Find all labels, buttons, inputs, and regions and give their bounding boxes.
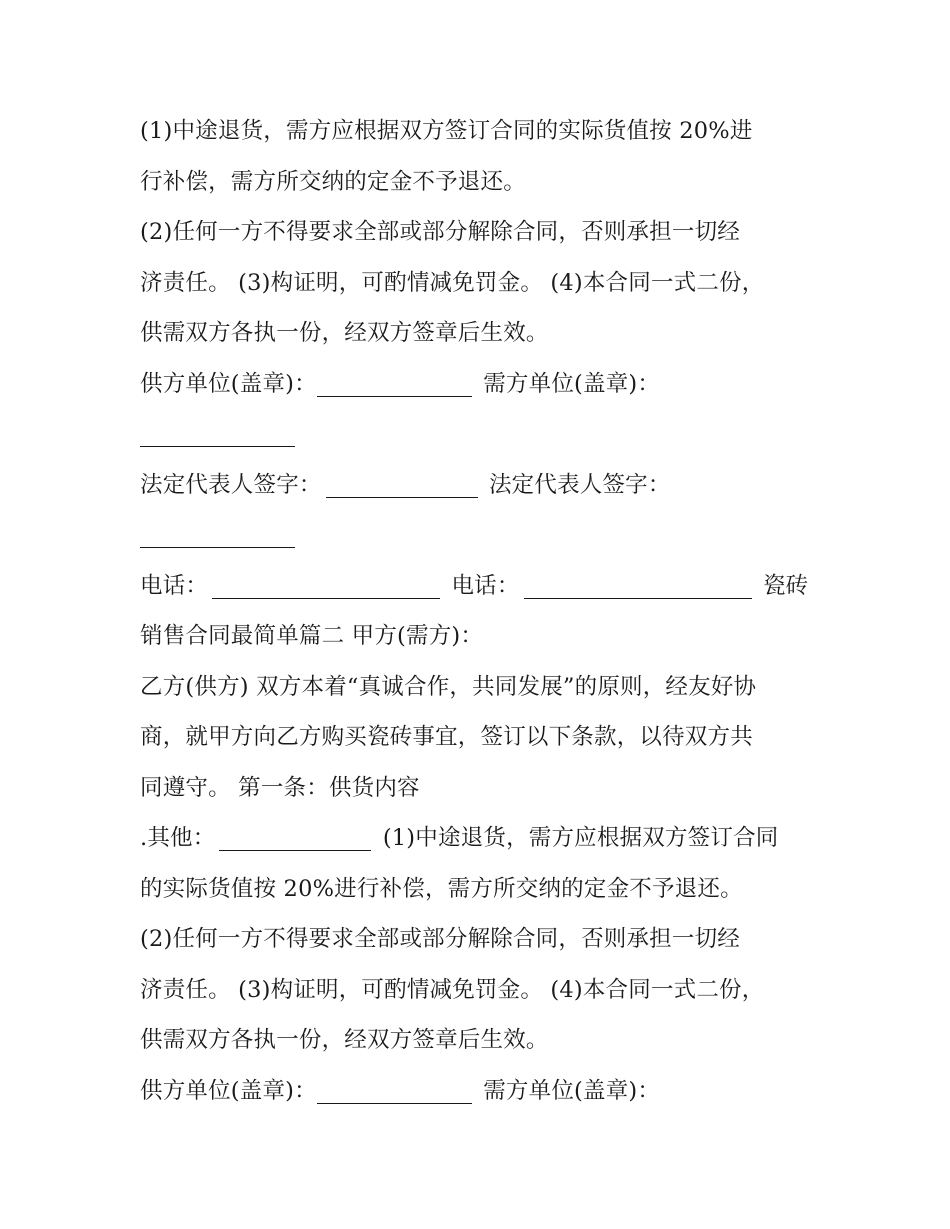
paragraph-line: (1)中途退货，需方应根据双方签订合同的实际货值按 20%进 — [140, 118, 753, 144]
phone-blank — [212, 572, 440, 599]
paragraph-line: 供需双方各执一份，经双方签章后生效。 — [140, 320, 549, 346]
section-title-line: 销售合同最简单篇二 甲方(需方)： — [140, 623, 484, 649]
legal-rep-line — [140, 460, 820, 511]
paragraph-line: 济责任。 (3)构证明，可酌情减免罚金。 (4)本合同一式二份， — [140, 269, 765, 296]
buyer-seal-blank-line — [140, 409, 820, 460]
supplier-seal-label: 供方单位(盖章)： — [140, 370, 317, 397]
supplier-seal-blank — [317, 370, 472, 397]
buyer-seal-label-2: 需方单位(盖章)： — [483, 1077, 661, 1104]
phone-label-2: 电话： — [451, 572, 520, 599]
supplier-seal-label-2: 供方单位(盖章)： — [140, 1077, 317, 1104]
supplier-seal-blank-2 — [317, 1077, 472, 1104]
paragraph-line: (2)任何一方不得要求全部或部分解除合同，否则承担一切经 — [140, 926, 740, 952]
paragraph-line: 乙方(供方) 双方本着“真诚合作，共同发展”的原则，经友好协 — [140, 673, 757, 700]
paragraph-line: 供需双方各执一份，经双方签章后生效。 — [140, 1027, 549, 1053]
other-trailing-text: (1)中途退货，需方应根据双方签订合同 — [382, 825, 779, 851]
paragraph-line: 的实际货值按 20%进行补偿，需方所交纳的定金不予退还。 — [140, 875, 743, 902]
other-label: .其他： — [140, 825, 216, 851]
phone-line — [140, 561, 820, 612]
buyer-seal-blank — [140, 420, 295, 447]
legal-rep-label-2: 法定代表人签字： — [488, 471, 671, 498]
supplier-buyer-seal-line — [140, 359, 820, 410]
paragraph-line: 同遵守。 第一条：供货内容 — [140, 774, 420, 801]
legal-rep-blank-line — [140, 510, 820, 561]
buyer-seal-label: 需方单位(盖章)： — [483, 370, 661, 397]
other-line — [140, 813, 820, 864]
supplier-buyer-seal-line-2 — [140, 1066, 820, 1117]
legal-rep-blank-2 — [140, 521, 295, 548]
paragraph-line: 行补偿，需方所交纳的定金不予退还。 — [140, 168, 526, 195]
paragraph-line: 商，就甲方向乙方购买瓷砖事宜，签订以下条款，以待双方共 — [140, 724, 753, 750]
trailing-text: 瓷砖 — [762, 572, 809, 599]
paragraph-line: (2)任何一方不得要求全部或部分解除合同，否则承担一切经 — [140, 219, 740, 245]
legal-rep-label: 法定代表人签字： — [140, 471, 322, 498]
phone-label: 电话： — [140, 572, 209, 599]
phone-blank-2 — [524, 572, 752, 599]
other-blank — [219, 824, 371, 851]
document-body — [140, 106, 820, 1116]
legal-rep-blank — [326, 471, 478, 498]
paragraph-line: 济责任。 (3)构证明，可酌情减免罚金。 (4)本合同一式二份， — [140, 976, 765, 1003]
